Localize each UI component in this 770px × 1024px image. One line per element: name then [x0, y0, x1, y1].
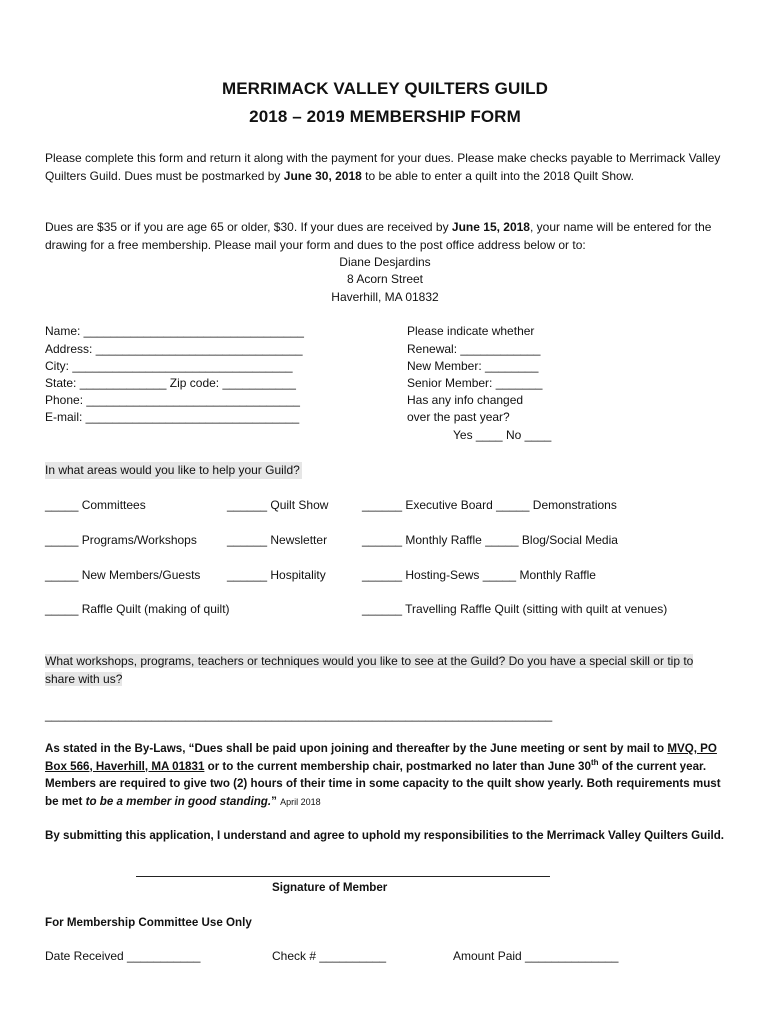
help-option[interactable]: ______ Quilt Show	[227, 498, 329, 512]
signature-label: Signature of Member	[272, 881, 388, 894]
office-use-header: For Membership Committee Use Only	[45, 916, 252, 929]
help-option[interactable]: ______ Travelling Raffle Quilt (sitting with quilt at venues)	[362, 602, 668, 616]
help-option[interactable]: _____ Raffle Quilt (making of quilt)	[45, 602, 230, 616]
state-zip-field[interactable]: State: _____________ Zip code: ___________	[45, 376, 296, 390]
help-option[interactable]: _____ Committees	[45, 498, 146, 512]
renewal-field[interactable]: Renewal: ____________	[407, 342, 541, 356]
bylaws-paragraph: As stated in the By-Laws, “Dues shall be paid upon joining and thereafter by the June meeting or sent by mail to MVQ, PO Box 566, Haverhill, MA 01831 or to the current membership chair, postmarked no later than June 30th of the current year. Members are required to give two (2) hours of their time in some capacity to the quilt show yearly. Both requirements must be met to be a member in good standing.” April 2018	[45, 742, 721, 808]
mail-to-street: 8 Acorn Street	[346, 272, 424, 286]
help-option[interactable]: ______ Hospitality	[227, 568, 326, 582]
past-year-label: over the past year?	[407, 410, 510, 424]
help-option[interactable]: ______ Executive Board _____ Demonstrations	[362, 498, 617, 512]
amount-paid-field[interactable]: Amount Paid ______________	[453, 949, 619, 963]
workshops-question: What workshops, programs, teachers or techniques would you like to see at the Guild? Do you have a special skill or tip to share with us?	[45, 654, 694, 686]
help-option[interactable]: ______ Newsletter	[227, 533, 328, 547]
check-number-field[interactable]: Check # __________	[272, 949, 387, 963]
email-field[interactable]: E-mail: ________________________________	[45, 410, 300, 424]
workshops-answer-line[interactable]: ____________________________________________________________________________	[45, 708, 553, 722]
intro-paragraph-1: Please complete this form and return it along with the payment for your dues. Please make checks payable to Merrimack Valley Quilters Guild. Dues must be postmarked by June 30, 2018 to be able to enter a quilt into the 2018 Quilt Show.	[45, 151, 721, 183]
date-received-field[interactable]: Date Received ___________	[45, 949, 201, 963]
mail-to-name: Diane Desjardins	[339, 255, 431, 269]
signature-line[interactable]	[136, 876, 550, 877]
intro-paragraph-2: Dues are $35 or if you are age 65 or older, $30. If your dues are received by June 15, 2018, your name will be entered for the drawing for a free membership. Please mail your form and dues to the post office address below or to:	[45, 220, 712, 252]
city-field[interactable]: City: _________________________________	[45, 359, 293, 373]
help-option[interactable]: _____ New Members/Guests	[45, 568, 201, 582]
new-member-field[interactable]: New Member: ________	[407, 359, 539, 373]
mail-to-city: Haverhill, MA 01832	[331, 290, 439, 304]
info-changed-label: Has any info changed	[407, 393, 524, 407]
address-field[interactable]: Address: _______________________________	[45, 342, 303, 356]
help-option[interactable]: ______ Hosting-Sews _____ Monthly Raffle	[362, 568, 596, 582]
senior-member-field[interactable]: Senior Member: _______	[407, 376, 543, 390]
help-option[interactable]: ______ Monthly Raffle _____ Blog/Social Media	[362, 533, 618, 547]
phone-field[interactable]: Phone: ________________________________	[45, 393, 300, 407]
agreement-paragraph: By submitting this application, I understand and agree to uphold my responsibilities to the Merrimack Valley Quilters Guild.	[45, 829, 724, 842]
status-header: Please indicate whether	[407, 324, 535, 338]
help-question: In what areas would you like to help your Guild?	[45, 463, 300, 477]
yes-no-field[interactable]: Yes ____ No ____	[453, 428, 552, 442]
form-subtitle: 2018 – 2019 MEMBERSHIP FORM	[249, 107, 521, 126]
name-field[interactable]: Name: _________________________________	[45, 324, 304, 338]
form-title: MERRIMACK VALLEY QUILTERS GUILD	[221, 79, 549, 98]
help-option[interactable]: _____ Programs/Workshops	[45, 533, 197, 547]
